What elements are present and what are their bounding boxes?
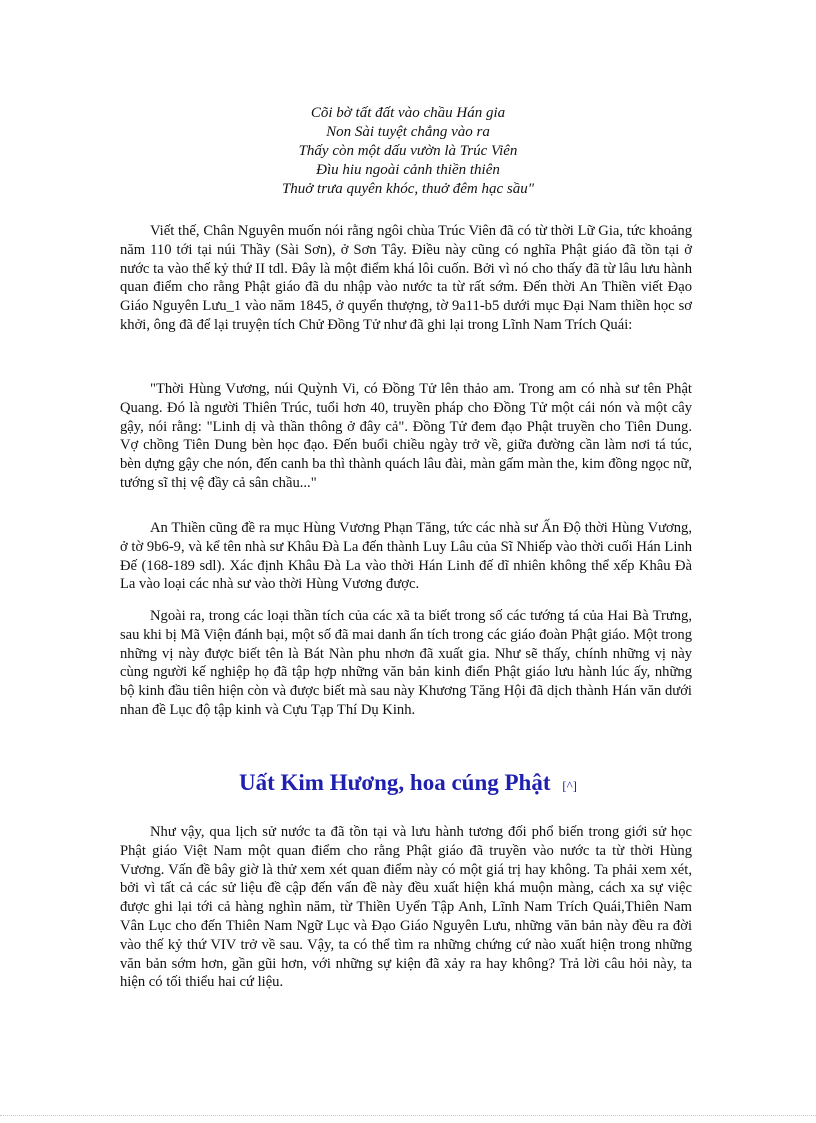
paragraph-text: Như vậy, qua lịch sử nước ta đã tồn tại và lưu hành tương đối phổ biến trong giới sử học Phật giáo Việt Nam một quan điểm cho rằng Phật giáo đã truyền vào nước ta từ thời Hùng Vương. Vấn đề bây giờ là thử xem xét quan điểm này có một giá trị hay không. Ta phải xem xét, bởi vì tất cả các sử liệu đề cập đến vấn đề này đều xuất hiện khá muộn màng, cách xa sự việc được ghi lại tới cả hàng nghìn năm, từ Thiền Uyển Tập Anh, Lĩnh Nam Trích Quái,Thiên Nam Vân Lục cho đến Thiên Nam Ngữ Lục và Đạo Giáo Nguyên Lưu, những văn bản này đều ra đời vào thế kỷ thứ VIV trở về sau. Vậy, ta có thể tìm ra những chứng cứ nào xuất hiện trong những văn bản sớm hơn, gần gũi hơn, với những sự kiện đã xảy ra hay không? Trả lời câu hỏi này, ta hiện có tối thiểu hai cứ liệu. [120,824,692,991]
poem-line: Cõi bờ tất đất vào chầu Hán gia [310,105,506,121]
footer-divider [0,1115,816,1116]
paragraph-text: Viết thế, Chân Nguyên muốn nói rằng ngôi chùa Trúc Viên đã có từ thời Lữ Gia, tức khoảng năm 110 tới tại núi Thầy (Sài Sơn), ở Sơn Tây. Điều này cũng có nghĩa Phật giáo đã tồn tại ở nước ta vào thế kỷ thứ II tdl. Đây là một điểm khá lôi cuốn. Bởi vì nó cho thấy đã từ lâu lưu hành quan điểm cho rằng Phật giáo đã du nhập vào nước ta từ rất sớm. Đến thời An Thiền viết Đạo Giáo Nguyên Lưu_1 vào năm 1845, ở quyển thượng, tờ 9a11-b5 dưới mục Đại Nam thiền học sơ khởi, ông đã để lại truyện tích Chử Đồng Tử như đã ghi lại trong Lĩnh Nam Trích Quái: [120,223,692,333]
poem-line: Non Sài tuyệt chẳng vào ra [326,124,490,140]
poem-block [0,104,816,199]
paragraph-text: "Thời Hùng Vương, núi Quỳnh Vi, có Đồng Tử lên thảo am. Trong am có nhà sư tên Phật Quang. Đó là người Thiên Trúc, tuổi hơn 40, truyền pháp cho Đồng Tử một cái nón và một cây gậy, nói rằng: "Linh dị và thần thông ở đây cả". Đồng Tử đem đạo Phật truyền cho Tiên Dung. Vợ chồng Tiên Dung bèn học đạo. Đến buổi chiều ngày trở về, giữa đường cần làm nơi tá túc, bèn dựng gậy che nón, đến canh ba thì thành quách lâu đài, màn gấm màn the, kim đồng ngọc nữ, tướng sĩ thị vệ đầy cả sân chầu..." [120,381,692,491]
poem-line: Thấy còn một dấu vườn là Trúc Viên [298,143,518,159]
paragraph [120,823,692,992]
poem-line: Thuở trưa quyên khóc, thuở đêm hạc sầu" [281,181,535,197]
paragraph [120,607,692,720]
back-to-top-link[interactable]: [^] [562,778,578,793]
section-heading-title: Uất Kim Hương, hoa cúng Phật [238,770,551,795]
quote-paragraph [120,380,692,493]
paragraph-text: An Thiền cũng đề ra mục Hùng Vương Phạn Tăng, tức các nhà sư Ấn Độ thời Hùng Vương, ở tờ 9b6-9, và kể tên nhà sư Khâu Đà La đến thành Luy Lâu của Sĩ Nhiếp vào thời cuối Hán Linh Đế (168-189 sdl). Xác định Khâu Đà La vào thời Hán Linh đế dĩ nhiên không thể xếp Khâu Đà La vào loại các nhà sư vào thời Hùng Vương được. [120,520,692,593]
paragraph [120,222,692,335]
paragraph-text: Ngoài ra, trong các loại thần tích của các xã ta biết trong số các tướng tá của Hai Bà Trưng, sau khi bị Mã Viện đánh bại, một số đã mai danh ẩn tích trong các giáo đoàn Phật giáo. Một trong những vị này được biết tên là Bát Nàn phu nhơn đã xuất gia. Như sẽ thấy, chính những vị này cùng người kế nghiệp họ đã tập hợp những văn bản kinh điển Phật giáo lưu hành lúc ấy, những bộ kinh đầu tiên hiện còn và được biết mà sau này Khương Tăng Hội đã dịch thành Hán văn dưới nhan đề Lục độ tập kinh và Cựu Tạp Thí Dụ Kinh. [120,608,692,718]
section-heading [0,768,816,801]
paragraph [120,519,692,594]
poem-line: Đìu hiu ngoài cảnh thiền thiên [316,162,500,178]
